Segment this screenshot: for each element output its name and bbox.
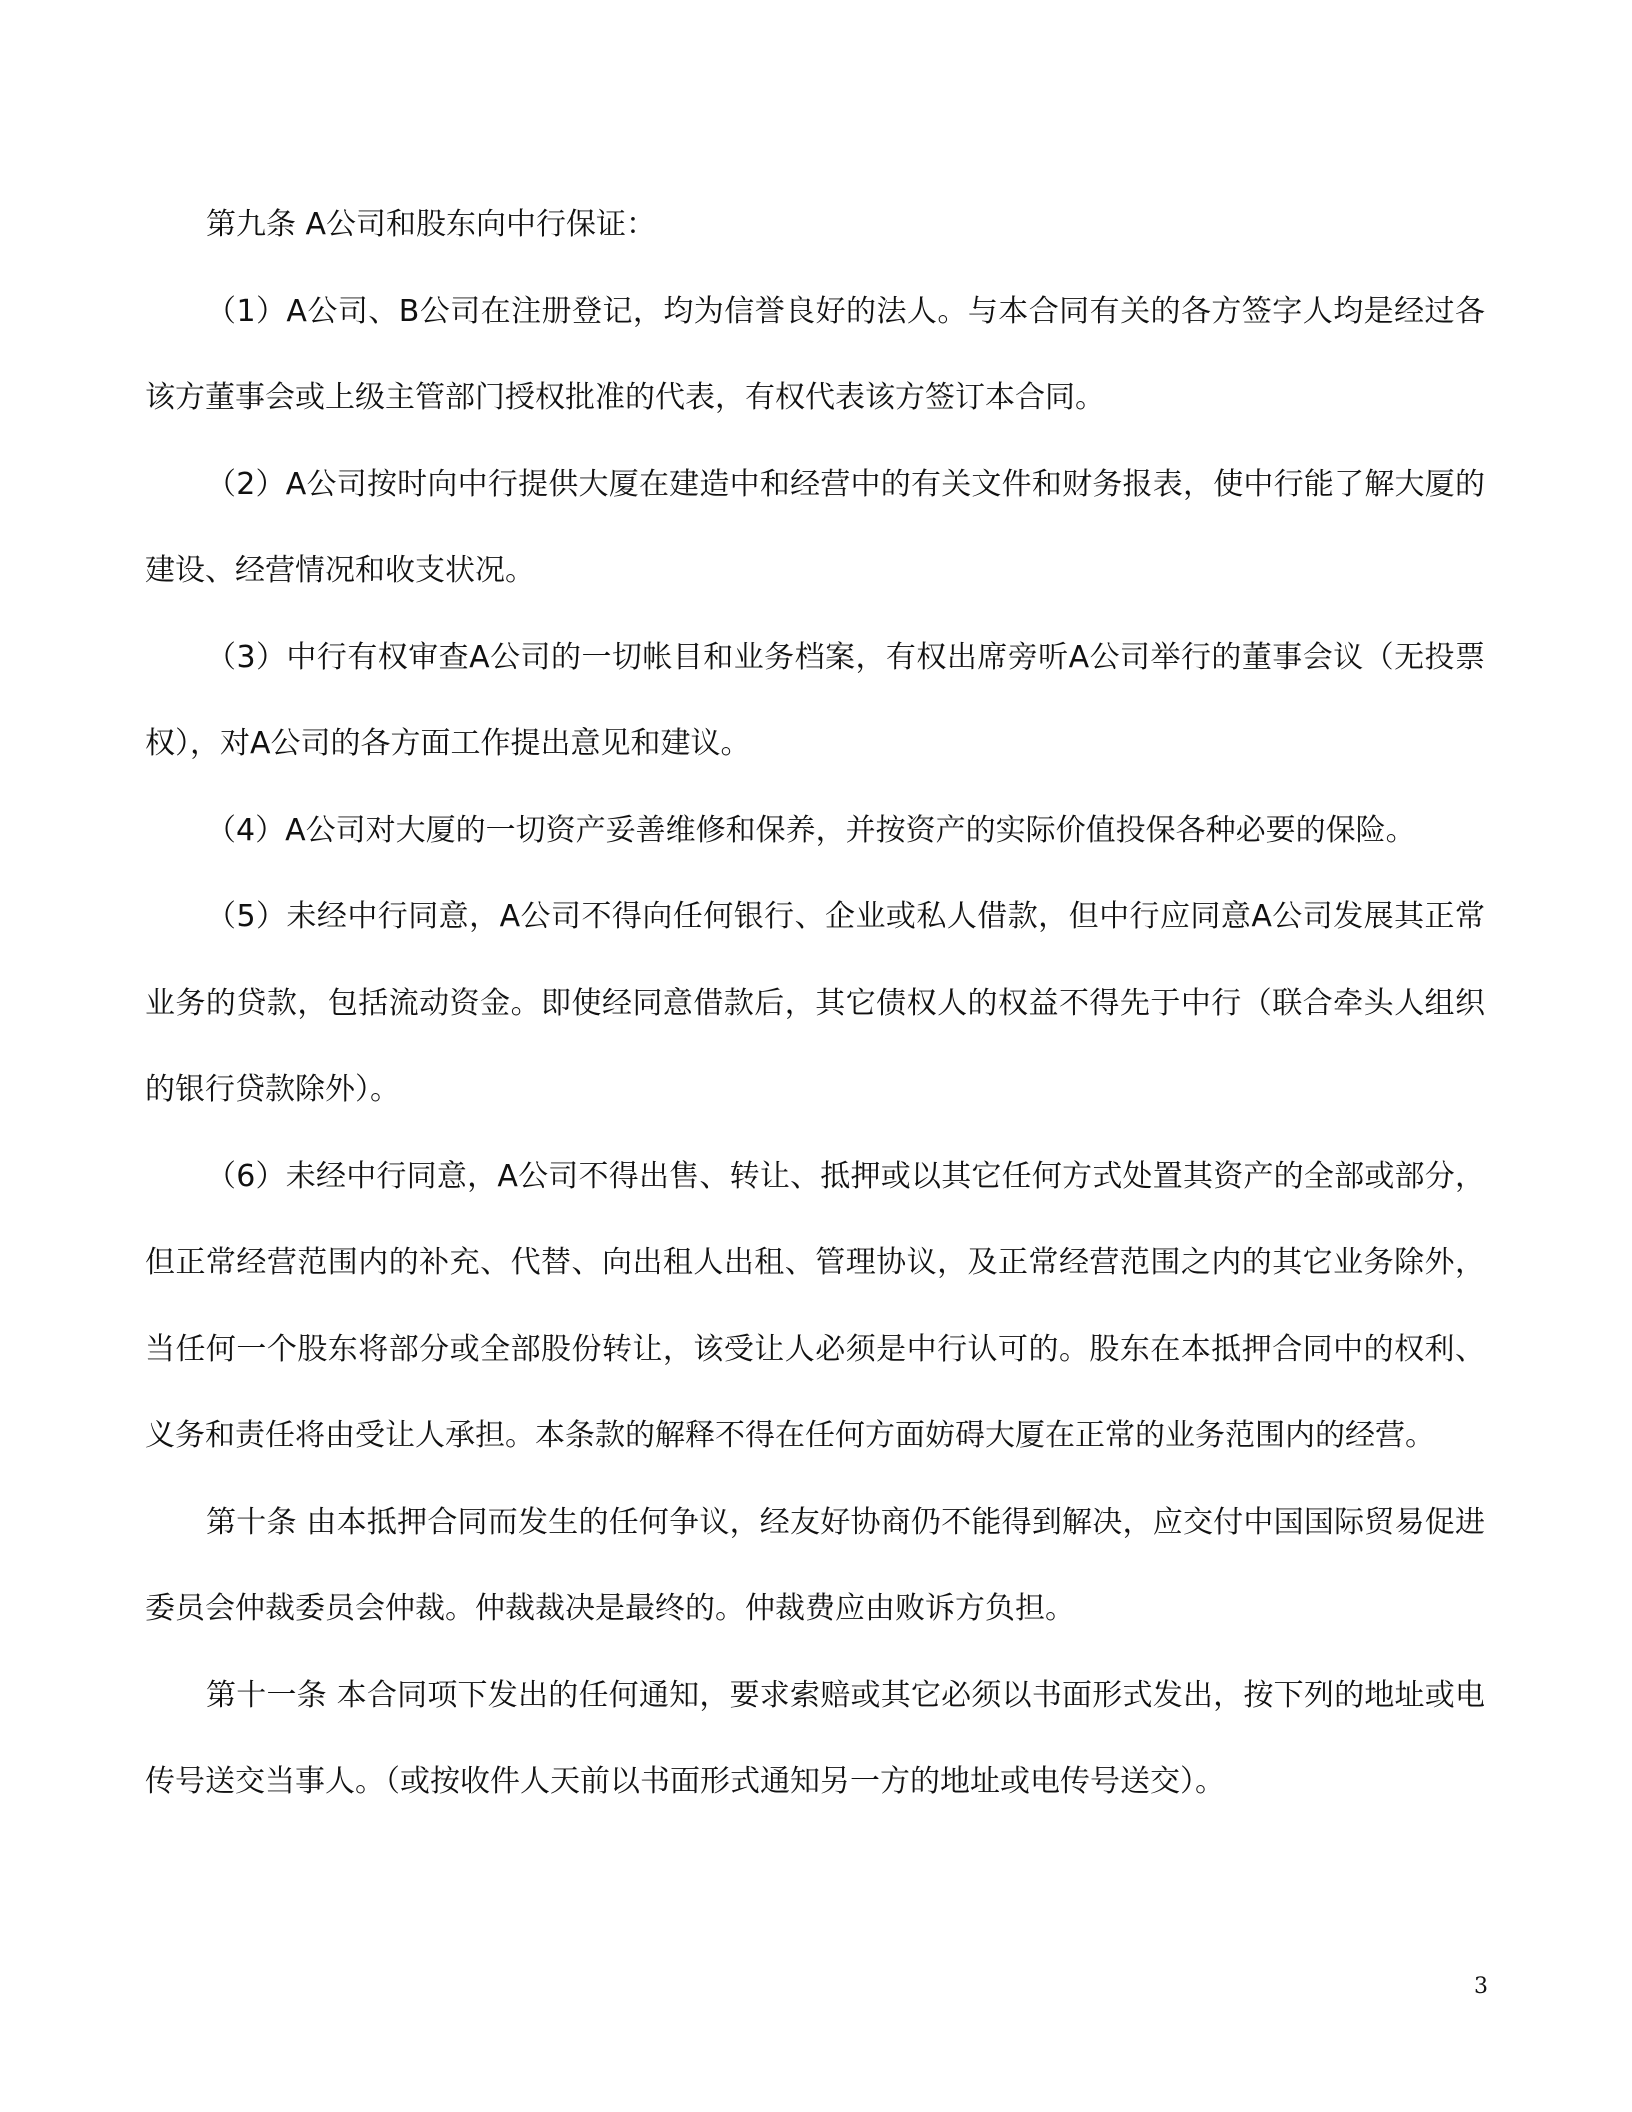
article-9-heading: 第九条 A公司和股东向中行保证： xyxy=(206,207,657,242)
page-number: 3 xyxy=(1474,1974,1488,1999)
article-9-clause-6: （6）未经中行同意，A公司不得出售、转让、抵押或以其它任何方式处置其资产的全部或部分，但正常经营范围内的补充、代替、向出租人出租、管理协议，及正常经营范围之内的其它业务除外，当任何一个股东将部分或全部股份转让，该受让人必须是中行认可的。股东在本抵押合同中的权利、义务和责任将由受让人承担。本条款的解释不得在任何方面妨碍大厦在正常的业务范围内的经营。 xyxy=(145,1158,1485,1453)
document-body xyxy=(145,182,1485,1826)
article-9-clause-3: （3）中行有权审查A公司的一切帐目和业务档案，有权出席旁听A公司举行的董事会议（无投票权），对A公司的各方面工作提出意见和建议。 xyxy=(145,639,1485,761)
article-9-clause-1: （1）A公司、B公司在注册登记，均为信誉良好的法人。与本合同有关的各方签字人均是经过各该方董事会或上级主管部门授权批准的代表，有权代表该方签订本合同。 xyxy=(145,293,1485,415)
article-9-clause-2: （2）A公司按时向中行提供大厦在建造中和经营中的有关文件和财务报表，使中行能了解大厦的建设、经营情况和收支状况。 xyxy=(145,466,1485,588)
article-9-clause-4: （4）A公司对大厦的一切资产妥善维修和保养，并按资产的实际价值投保各种必要的保险。 xyxy=(206,812,1416,848)
article-9-clause-5: （5）未经中行同意，A公司不得向任何银行、企业或私人借款，但中行应同意A公司发展其正常业务的贷款，包括流动资金。即使经同意借款后，其它债权人的权益不得先于中行（联合牵头人组织的银行贷款除外）。 xyxy=(145,899,1485,1107)
article-11: 第十一条 本合同项下发出的任何通知，要求索赔或其它必须以书面形式发出，按下列的地址或电传号送交当事人。（或按收件人天前以书面形式通知另一方的地址或电传号送交）。 xyxy=(145,1677,1485,1799)
article-10: 第十条 由本抵押合同而发生的任何争议，经友好协商仍不能得到解决，应交付中国国际贸易促进委员会仲裁委员会仲裁。仲裁裁决是最终的。仲裁费应由败诉方负担。 xyxy=(145,1504,1485,1626)
